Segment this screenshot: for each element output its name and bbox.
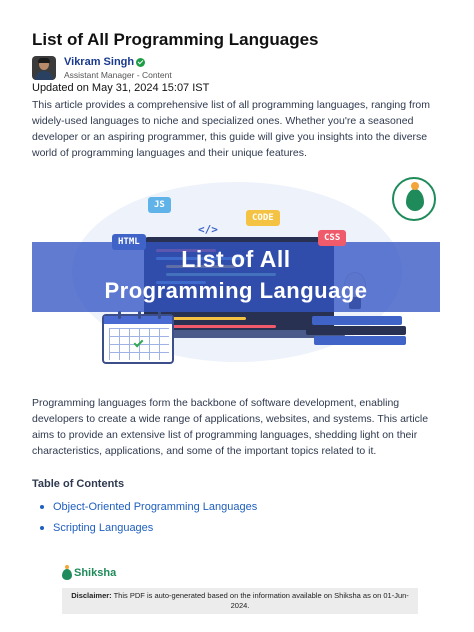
article-title: List of All Programming Languages — [32, 30, 319, 49]
hero-banner-image — [32, 172, 440, 368]
shiksha-logo-icon — [392, 177, 436, 221]
footer-logo-text: Shiksha — [74, 567, 117, 579]
author-avatar[interactable] — [32, 56, 56, 80]
tag-html: HTML — [112, 234, 146, 250]
disclaimer-box — [62, 588, 418, 614]
code-slash-icon: </> — [198, 223, 218, 236]
author-role: Assistant Manager - Content — [64, 70, 172, 80]
footer-logo[interactable] — [62, 566, 116, 580]
toc-link-oop[interactable]: Object-Oriented Programming Languages — [53, 500, 258, 513]
calendar-icon — [102, 314, 174, 364]
bullet-icon — [40, 505, 44, 509]
intro-paragraph: This article provides a comprehensive list of all programming languages, ranging from widely-used languages to niche and specialized ones. Whether you're a seasoned developer or an aspiring programmer, this guide will give you insights into the diverse world of programming languages and their unique features. — [32, 99, 431, 159]
banner-title-line1: List of All — [181, 246, 291, 272]
toc-item[interactable] — [40, 496, 257, 517]
shiksha-leaf-icon — [62, 566, 72, 580]
tag-css: CSS — [318, 230, 346, 246]
author-row — [32, 56, 172, 80]
toc-item[interactable] — [40, 517, 257, 538]
verified-badge-icon — [136, 58, 145, 67]
toc-heading: Table of Contents — [32, 478, 125, 490]
banner-title-line2: Programming Language — [104, 278, 368, 303]
updated-date: Updated on May 31, 2024 15:07 IST — [32, 82, 210, 94]
author-name[interactable]: Vikram Singh — [64, 56, 135, 68]
toc-list — [40, 496, 257, 538]
disclaimer-label: Disclaimer: — [71, 591, 112, 600]
bullet-icon — [40, 526, 44, 530]
disclaimer-text: This PDF is auto-generated based on the information available on Shiksha as on 01-Jun-2024. — [111, 591, 409, 610]
body-paragraph: Programming languages form the backbone of software development, enabling developers to create a wide range of applications, websites, and systems. This article aims to provide an extensive list of programming languages, shedding light on their characteristics, applications, and some of the important topics related to it. — [32, 397, 429, 457]
tag-code: CODE — [246, 210, 280, 226]
toc-link-scripting[interactable]: Scripting Languages — [53, 521, 154, 534]
tag-js: JS — [148, 197, 171, 213]
